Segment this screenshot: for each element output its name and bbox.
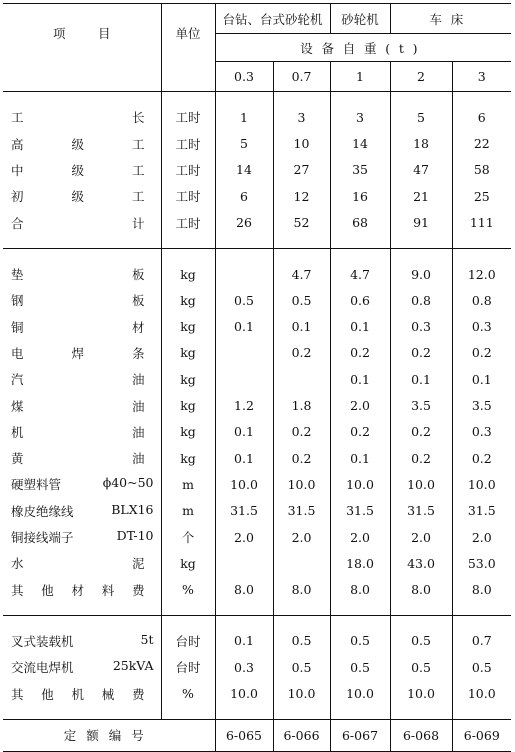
labor-row (3, 210, 511, 236)
materials-item-spec: BLX16 (111, 501, 154, 517)
materials-value (215, 261, 273, 287)
materials-item-spec: ϕ40~50 (102, 475, 154, 491)
machinery-row (3, 628, 511, 654)
materials-value (273, 366, 330, 392)
machinery-value: 0.5 (273, 654, 330, 680)
machinery-value: 10.0 (390, 680, 452, 706)
materials-value: 1.8 (273, 392, 330, 418)
materials-value: 0.2 (273, 419, 330, 445)
materials-value: 0.1 (330, 314, 390, 340)
materials-value: 0.2 (390, 419, 452, 445)
labor-value: 5 (390, 104, 452, 130)
materials-unit: kg (161, 287, 215, 313)
materials-value: 31.5 (467, 503, 496, 519)
materials-item-cell (3, 445, 161, 471)
materials-value: 8.0 (330, 577, 390, 603)
labor-unit: 工时 (161, 210, 215, 236)
machinery-item-name: 叉式装载机 (11, 633, 74, 649)
materials-row (3, 314, 511, 340)
materials-item-name: 垫板 (11, 267, 145, 283)
materials-value: 43.0 (390, 550, 452, 576)
materials-value: 0.1 (215, 445, 273, 471)
footer-code-1: 6-066 (273, 719, 330, 751)
machinery-section (3, 615, 511, 719)
materials-item-name: 橡皮绝缘线 (11, 503, 74, 519)
materials-value: 0.3 (390, 314, 452, 340)
machinery-item-spec: 25kVA (112, 658, 154, 674)
materials-value: 3.5 (390, 392, 452, 418)
materials-unit: kg (161, 340, 215, 366)
materials-item-cell (3, 392, 161, 418)
materials-row (3, 445, 511, 471)
materials-value: 0.2 (390, 340, 452, 366)
machinery-row (3, 680, 511, 706)
materials-value: 0.2 (273, 445, 330, 471)
footer-label: 定额编号 (3, 719, 215, 751)
labor-item-name: 中级工 (11, 162, 145, 178)
materials-unit: kg (161, 314, 215, 340)
quota-table (3, 3, 511, 752)
materials-value: 9.0 (390, 261, 452, 287)
machinery-value: 10.0 (467, 686, 496, 702)
materials-value: 2.0 (330, 524, 390, 550)
materials-item-cell (3, 419, 161, 445)
labor-value: 111 (469, 215, 494, 231)
labor-section (3, 92, 511, 249)
materials-value: 12.0 (467, 266, 496, 282)
labor-value: 52 (273, 210, 330, 236)
materials-item-cell (3, 287, 161, 313)
materials-item-cell (3, 366, 161, 392)
header-row-1 (3, 4, 511, 34)
materials-value: 4.7 (273, 261, 330, 287)
materials-unit: 个 (161, 524, 215, 550)
weight-2: 1 (330, 62, 390, 92)
header-item: 项目 (3, 4, 161, 62)
materials-item-name: 机油 (11, 424, 145, 440)
materials-row (3, 366, 511, 392)
labor-value: 25 (473, 188, 490, 204)
labor-value: 68 (330, 210, 390, 236)
materials-row (3, 392, 511, 418)
materials-item-cell (3, 261, 161, 287)
labor-value: 3 (273, 104, 330, 130)
materials-unit: kg (161, 550, 215, 576)
weight-4: 3 (452, 62, 511, 92)
materials-value: 10.0 (273, 471, 330, 497)
materials-value: 4.7 (330, 261, 390, 287)
machinery-value: 10.0 (273, 680, 330, 706)
materials-value (273, 550, 330, 576)
machinery-item-spec: 5t (140, 631, 154, 647)
header-group-grinder: 砂轮机 (330, 4, 390, 34)
materials-value (215, 550, 273, 576)
machinery-item-name: 交流电焊机 (11, 660, 74, 676)
labor-row (3, 130, 511, 156)
machinery-value: 0.3 (215, 654, 273, 680)
machinery-value: 10.0 (330, 680, 390, 706)
header-weight-label: 设备自重(t) (215, 34, 511, 62)
labor-value: 1 (215, 104, 273, 130)
materials-value: 0.3 (471, 319, 492, 335)
materials-item-cell (3, 314, 161, 340)
labor-value: 6 (215, 183, 273, 209)
labor-value: 22 (473, 136, 490, 152)
footer-code-2: 6-067 (330, 719, 390, 751)
materials-value (215, 366, 273, 392)
labor-value: 14 (330, 130, 390, 156)
labor-item-name: 高级工 (11, 136, 145, 152)
labor-row (3, 183, 511, 209)
machinery-value: 0.5 (390, 654, 452, 680)
labor-value: 14 (215, 157, 273, 183)
machinery-value: 0.5 (330, 654, 390, 680)
machinery-value: 0.5 (273, 628, 330, 654)
weight-1: 0.7 (273, 62, 330, 92)
labor-unit: 工时 (161, 104, 215, 130)
materials-value: 31.5 (390, 498, 452, 524)
materials-row (3, 340, 511, 366)
materials-item-cell (3, 577, 161, 603)
materials-unit: kg (161, 261, 215, 287)
materials-unit: kg (161, 366, 215, 392)
materials-row (3, 419, 511, 445)
materials-item-name: 黄油 (11, 451, 145, 467)
labor-unit: 工时 (161, 130, 215, 156)
materials-value (215, 340, 273, 366)
materials-value: 2.0 (390, 524, 452, 550)
labor-value: 35 (330, 157, 390, 183)
materials-value: 0.1 (390, 366, 452, 392)
header-group-drill-grinder: 台钻、台式砂轮机 (215, 4, 330, 34)
materials-item-cell (3, 524, 161, 550)
labor-row (3, 104, 511, 130)
machinery-row (3, 654, 511, 680)
materials-value: 0.1 (273, 314, 330, 340)
materials-item-name: 汽油 (11, 372, 145, 388)
materials-value: 0.5 (215, 287, 273, 313)
materials-row (3, 550, 511, 576)
labor-value: 91 (390, 210, 452, 236)
materials-item-cell (3, 550, 161, 576)
materials-value: 31.5 (273, 498, 330, 524)
materials-item-name: 铜材 (11, 319, 145, 335)
materials-item-cell (3, 498, 161, 524)
materials-item-spec: DT-10 (116, 528, 154, 544)
materials-value: 2.0 (471, 529, 492, 545)
materials-value: 0.2 (273, 340, 330, 366)
materials-row (3, 261, 511, 287)
materials-section (3, 248, 511, 615)
machinery-value: 0.5 (330, 628, 390, 654)
materials-value: 10.0 (330, 471, 390, 497)
labor-value: 18 (390, 130, 452, 156)
materials-row (3, 471, 511, 497)
materials-row (3, 287, 511, 313)
labor-value: 21 (390, 183, 452, 209)
materials-value: 0.8 (390, 287, 452, 313)
header-unit: 单位 (161, 4, 215, 62)
materials-value: 0.2 (330, 419, 390, 445)
materials-value: 2.0 (215, 524, 273, 550)
machinery-unit: % (161, 680, 215, 706)
machinery-value: 10.0 (215, 680, 273, 706)
machinery-unit: 台时 (161, 628, 215, 654)
materials-value: 8.0 (390, 577, 452, 603)
materials-value: 0.8 (471, 292, 492, 308)
header-group-lathe: 车床 (390, 4, 511, 34)
labor-item-cell (3, 210, 161, 236)
materials-unit: kg (161, 392, 215, 418)
materials-unit: % (161, 577, 215, 603)
materials-value: 0.1 (215, 314, 273, 340)
materials-item-name: 煤油 (11, 398, 145, 414)
materials-value: 0.2 (330, 340, 390, 366)
materials-value: 0.6 (330, 287, 390, 313)
machinery-unit: 台时 (161, 654, 215, 680)
labor-value: 47 (390, 157, 452, 183)
materials-value: 1.2 (215, 392, 273, 418)
materials-item-name: 钢板 (11, 293, 145, 309)
labor-item-name: 合计 (11, 215, 145, 231)
materials-row (3, 577, 511, 603)
materials-value: 8.0 (273, 577, 330, 603)
materials-value: 0.5 (273, 287, 330, 313)
materials-item-name: 水泥 (11, 556, 145, 572)
materials-value: 10.0 (390, 471, 452, 497)
machinery-value: 0.7 (471, 633, 492, 649)
machinery-item-cell (3, 628, 161, 654)
materials-value: 31.5 (330, 498, 390, 524)
materials-value: 0.2 (471, 450, 492, 466)
footer-code-3: 6-068 (390, 719, 452, 751)
machinery-value: 0.5 (390, 628, 452, 654)
materials-value: 0.2 (471, 345, 492, 361)
labor-value: 10 (273, 130, 330, 156)
materials-row (3, 524, 511, 550)
materials-value: 10.0 (467, 476, 496, 492)
labor-item-cell (3, 130, 161, 156)
labor-value: 58 (473, 162, 490, 178)
materials-value: 0.1 (471, 371, 492, 387)
labor-item-name: 工长 (11, 110, 145, 126)
materials-value: 18.0 (330, 550, 390, 576)
labor-row (3, 157, 511, 183)
materials-value: 8.0 (471, 582, 492, 598)
materials-value: 8.0 (215, 577, 273, 603)
weight-0: 0.3 (215, 62, 273, 92)
machinery-item-cell (3, 680, 161, 706)
labor-item-name: 初级工 (11, 189, 145, 205)
materials-value: 0.1 (215, 419, 273, 445)
footer-code-0: 6-065 (215, 719, 273, 751)
materials-value: 10.0 (215, 471, 273, 497)
machinery-value: 0.1 (215, 628, 273, 654)
labor-item-cell (3, 183, 161, 209)
weight-3: 2 (390, 62, 452, 92)
machinery-item-cell (3, 654, 161, 680)
materials-value: 0.1 (330, 445, 390, 471)
labor-unit: 工时 (161, 183, 215, 209)
footer-code-4: 6-069 (452, 719, 511, 751)
labor-item-cell (3, 104, 161, 130)
labor-value: 5 (215, 130, 273, 156)
labor-value: 16 (330, 183, 390, 209)
materials-row (3, 498, 511, 524)
labor-value: 27 (273, 157, 330, 183)
materials-unit: m (161, 471, 215, 497)
materials-item-cell (3, 471, 161, 497)
labor-value: 3 (330, 104, 390, 130)
labor-value: 12 (273, 183, 330, 209)
materials-unit: m (161, 498, 215, 524)
materials-item-name: 铜接线端子 (11, 530, 74, 546)
labor-item-cell (3, 157, 161, 183)
materials-value: 53.0 (467, 555, 496, 571)
materials-item-name: 硬塑料管 (11, 477, 62, 493)
materials-unit: kg (161, 445, 215, 471)
materials-value: 0.2 (390, 445, 452, 471)
materials-value: 2.0 (330, 392, 390, 418)
materials-item-name: 其他材料费 (11, 582, 145, 598)
materials-value: 3.5 (471, 398, 492, 414)
labor-value: 6 (477, 109, 486, 125)
materials-unit: kg (161, 419, 215, 445)
labor-value: 26 (215, 210, 273, 236)
materials-value: 0.3 (471, 424, 492, 440)
materials-item-cell (3, 340, 161, 366)
materials-value: 2.0 (273, 524, 330, 550)
footer-row (3, 719, 511, 751)
materials-value: 31.5 (215, 498, 273, 524)
materials-item-name: 电焊条 (11, 345, 145, 361)
machinery-value: 0.5 (471, 659, 492, 675)
header-row-3 (3, 62, 511, 92)
materials-value: 0.1 (330, 366, 390, 392)
labor-unit: 工时 (161, 157, 215, 183)
machinery-item-name: 其他机械费 (11, 686, 145, 702)
